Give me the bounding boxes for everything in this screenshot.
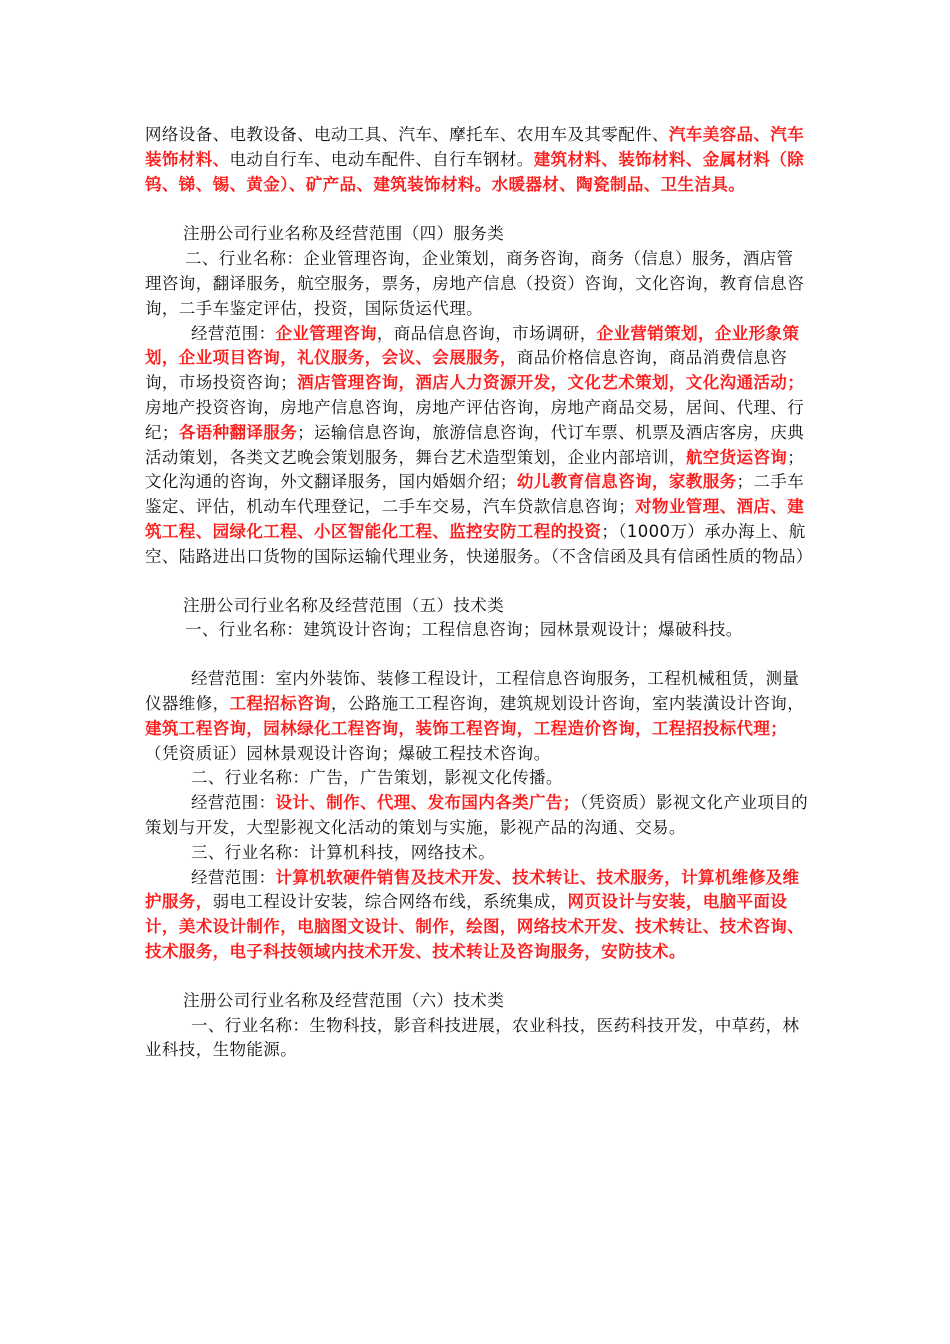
text-run: ，公路施工工程咨询，建筑规划设计咨询，室内装潢设计咨询， — [330, 693, 805, 713]
highlighted-text: 建筑材料、装饰材料、金属材料（除钨、锑、锡、黄金）、矿产品、建筑装饰材料。水暖器材、陶瓷制品、卫生洁具。 — [145, 149, 805, 194]
text-run: 一、行业名称：建筑设计咨询；工程信息咨询；园林景观设计；爆破科技。 — [185, 620, 743, 640]
text-run: 二、行业名称：广告，广告策划，影视文化传播。 — [191, 768, 563, 788]
highlighted-text: 计算机软硬件销售及技术开发、技术转让、技术服务，计算机维修及维护服务， — [145, 867, 800, 912]
text-run: 三、行业名称：计算机科技，网络技术。 — [191, 842, 496, 862]
highlighted-text: 各语种翻译服务 — [178, 422, 298, 442]
section-heading-6: 注册公司行业名称及经营范围（六）技术类 — [183, 990, 505, 1010]
section-heading-5: 注册公司行业名称及经营范围（五）技术类 — [183, 595, 505, 615]
highlighted-text: 酒店管理咨询，酒店人力资源开发，文化艺术策划，文化沟通活动； — [297, 373, 805, 393]
highlighted-text: 网页设计与安装，电脑平面设计，美术设计制作，电脑图文设计、制作，绘图，网络技术开发、技术转让、技术咨询、技术服务，电子科技领域内技术开发、技术转让及咨询服务，安防技术。 — [145, 892, 805, 961]
document-page — [145, 123, 813, 1063]
industry-paragraph-5-1 — [145, 618, 810, 643]
text-run: 经营范围： — [191, 793, 276, 813]
scope-paragraph-5-3 — [145, 866, 810, 965]
scope-paragraph-5-1 — [145, 667, 810, 766]
text-run: ；（1000万）承办海上、航空、陆路进出口货物的国际运输代理业务，快递服务。（不含信函及具有信函性质的物品） — [145, 521, 813, 566]
highlighted-text: 汽车美容品、汽车装饰材料、 — [145, 125, 805, 169]
highlighted-text: 幼儿教育信息咨询，家教服务 — [516, 472, 737, 492]
text-run: （凭资质证）园林景观设计咨询；爆破工程技术咨询。 — [145, 743, 551, 763]
text-run: 经营范围： — [191, 323, 276, 343]
text-run: ，商品信息咨询，市场调研， — [376, 323, 597, 343]
highlighted-text: 工程招标咨询 — [229, 693, 331, 713]
text-run: 房地产投资咨询，房地产信息咨询，房地产评估咨询，房地产商品交易，居间、代理、行纪； — [145, 397, 805, 442]
intro-paragraph — [145, 123, 810, 197]
text-run: 二、行业名称：企业管理咨询，企业策划，商务咨询，商务（信息）服务，酒店管理咨询，翻译服务，航空服务，票务，房地产信息（投资）咨询，文化咨询，教育信息咨询，二手车鉴定评估，投资，国际货运代理。 — [145, 249, 805, 318]
highlighted-text: 对物业管理、酒店、建筑工程、园绿化工程、小区智能化工程、监控安防工程的投资 — [145, 497, 805, 541]
industry-paragraph-4 — [145, 247, 810, 321]
text-run: 弱电工程设计安装，综合网络布线，系统集成， — [212, 892, 568, 912]
text-run: 一、行业名称：生物科技，影音科技进展，农业科技，医药科技开发，中草药，林业科技，生物能源。 — [145, 1015, 800, 1060]
scope-paragraph-4 — [145, 322, 813, 570]
text-run: ；运输信息咨询，旅游信息咨询，代订车票、机票及酒店客房，庆典活动策划，各类文艺晚会策划服务，舞台艺术造型策划，企业内部培训， — [145, 422, 805, 467]
industry-paragraph-6-1 — [145, 1014, 810, 1064]
highlighted-text: 企业管理咨询 — [275, 323, 377, 343]
text-run: （凭资质）影视文化产业项目的策划与开发，大型影视文化活动的策划与实施，影视产品的沟通、交易。 — [145, 793, 809, 837]
highlighted-text: 航空货运咨询 — [685, 447, 788, 467]
text-run: 网络设备、电教设备、电动工具、汽车、摩托车、农用车及其零配件、 — [145, 125, 669, 144]
text-run: 电动自行车、电动车配件、自行车钢材。 — [229, 149, 534, 169]
scope-paragraph-5-2 — [145, 791, 810, 841]
industry-paragraph-5-3 — [145, 841, 810, 866]
highlighted-text: 企业营销策划，企业形象策划，企业项目咨询，礼仪服务，会议、会展服务， — [145, 323, 800, 368]
highlighted-text: 建筑工程咨询，园林绿化工程咨询，装饰工程咨询，工程造价咨询，工程招投标代理； — [145, 718, 788, 738]
text-run: 商品价格信息咨询，商品消费信息咨询，市场投资咨询； — [145, 348, 788, 393]
text-run: 经营范围： — [191, 867, 276, 887]
text-run: ；二手车鉴定、评估，机动车代理登记，二手车交易，汽车贷款信息咨询； — [145, 472, 805, 517]
text-run: ；文化沟通的咨询，外文翻译服务，国内婚姻介绍； — [145, 447, 805, 492]
text-run: 经营范围：室内外装饰、装修工程设计，工程信息咨询服务，工程机械租赁，测量仪器维修， — [145, 669, 800, 713]
industry-paragraph-5-2 — [145, 766, 810, 791]
section-heading-4: 注册公司行业名称及经营范围（四）服务类 — [183, 224, 505, 244]
highlighted-text: 设计、制作、代理、发布国内各类广告； — [275, 793, 580, 813]
